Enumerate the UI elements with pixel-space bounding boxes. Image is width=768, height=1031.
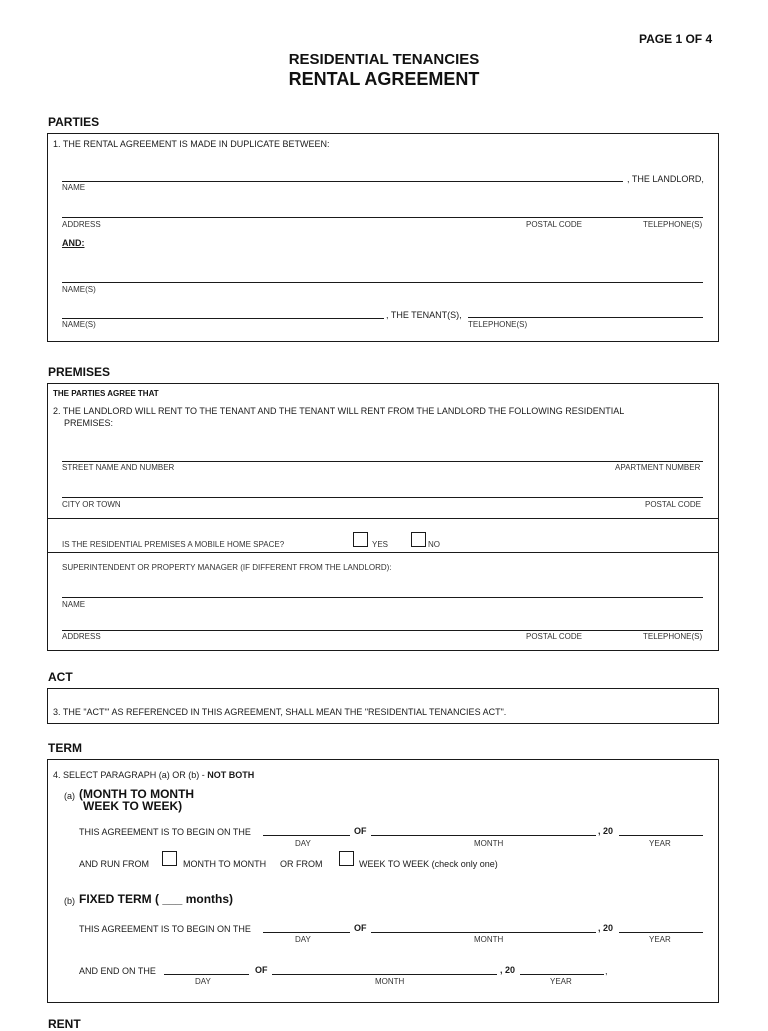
premises-clause-line1: 2. THE LANDLORD WILL RENT TO THE TENANT AND THE TENANT WILL RENT FROM THE LANDLORD THE FOLLOWING RESIDENTIAL: [53, 406, 625, 416]
b-twenty-label: , 20: [598, 923, 614, 933]
parties-heading: PARTIES: [48, 115, 100, 129]
the-tenants-label: , THE TENANT(S),: [386, 310, 462, 320]
a-begin-text: THIS AGREEMENT IS TO BEGIN ON THE: [79, 827, 251, 837]
month-to-month-label: MONTH TO MONTH: [183, 859, 267, 869]
b-of-label: OF: [354, 923, 367, 933]
a-begin-month-field[interactable]: [371, 835, 596, 836]
option-a-marker: (a): [64, 791, 75, 801]
the-landlord-label: , THE LANDLORD,: [627, 174, 704, 184]
term-clause: 4. SELECT PARAGRAPH (a) OR (b) - NOT BOTH: [53, 770, 255, 780]
parties-clause: 1. THE RENTAL AGREEMENT IS MADE IN DUPLICATE BETWEEN:: [53, 139, 330, 149]
tenant-names-label-2: NAME(S): [62, 320, 96, 329]
end-day-field[interactable]: [164, 974, 249, 975]
b-day-label: DAY: [295, 935, 311, 944]
city-field[interactable]: [62, 497, 703, 498]
mobile-home-question: IS THE RESIDENTIAL PREMISES A MOBILE HOME SPACE?: [62, 540, 285, 549]
parties-box: [47, 133, 719, 342]
or-from-label: OR FROM: [280, 859, 323, 869]
superintendent-postal-code-label: POSTAL CODE: [526, 632, 583, 641]
mobile-home-yes-label: YES: [372, 540, 389, 549]
parties-agree-label: THE PARTIES AGREE THAT: [53, 389, 159, 398]
b-begin-text: THIS AGREEMENT IS TO BEGIN ON THE: [79, 924, 251, 934]
superintendent-telephone-label: TELEPHONE(S): [643, 632, 703, 641]
premises-clause-line2: PREMISES:: [64, 418, 114, 428]
a-year-label: YEAR: [649, 839, 671, 848]
week-to-week-label: WEEK TO WEEK (check only one): [359, 859, 498, 869]
landlord-address-field[interactable]: [62, 217, 703, 218]
end-of-label: OF: [255, 965, 268, 975]
end-month-label: MONTH: [375, 977, 405, 986]
mobile-home-yes-checkbox[interactable]: [353, 532, 368, 547]
b-begin-year-field[interactable]: [619, 932, 703, 933]
tenant-telephone-field[interactable]: [468, 317, 703, 318]
act-box: [47, 688, 719, 724]
landlord-telephone-label: TELEPHONE(S): [643, 220, 703, 229]
rent-heading: RENT: [48, 1017, 81, 1031]
option-b-title: FIXED TERM ( ___ months): [79, 892, 234, 906]
end-text: AND END ON THE: [79, 966, 156, 976]
tenant-names-label-1: NAME(S): [62, 285, 96, 294]
option-a-title-line2: WEEK TO WEEK): [83, 799, 183, 813]
act-clause: 3. THE "ACT"' AS REFERENCED IN THIS AGREEMENT, SHALL MEAN THE "RESIDENTIAL TENANCIES ACT".: [53, 707, 507, 717]
tenant-names-field-2[interactable]: [62, 318, 384, 319]
a-of-label: OF: [354, 826, 367, 836]
premises-heading: PREMISES: [48, 365, 111, 379]
b-year-label: YEAR: [649, 935, 671, 944]
tenant-names-field-1[interactable]: [62, 282, 703, 283]
superintendent-address-label: ADDRESS: [62, 632, 101, 641]
a-day-label: DAY: [295, 839, 311, 848]
end-comma: ,: [605, 966, 608, 976]
premises-divider-1: [47, 518, 719, 519]
month-to-month-checkbox[interactable]: [162, 851, 177, 866]
end-year-label: YEAR: [550, 977, 572, 986]
superintendent-name-label: NAME: [62, 600, 86, 609]
and-label: AND:: [62, 238, 85, 248]
run-from-label: AND RUN FROM: [79, 859, 149, 869]
apartment-label: APARTMENT NUMBER: [615, 463, 701, 472]
b-begin-day-field[interactable]: [263, 932, 350, 933]
premises-divider-2: [47, 552, 719, 553]
street-field[interactable]: [62, 461, 703, 462]
mobile-home-no-checkbox[interactable]: [411, 532, 426, 547]
a-twenty-label: , 20: [598, 826, 614, 836]
superintendent-label: SUPERINTENDENT OR PROPERTY MANAGER (IF DIFFERENT FROM THE LANDLORD):: [62, 563, 392, 572]
a-begin-day-field[interactable]: [263, 835, 350, 836]
a-begin-year-field[interactable]: [619, 835, 703, 836]
superintendent-address-field[interactable]: [62, 630, 703, 631]
option-b-marker: (b): [64, 896, 75, 906]
document-title-line2: RENTAL AGREEMENT: [288, 69, 480, 89]
landlord-name-label: NAME: [62, 183, 86, 192]
term-heading: TERM: [48, 741, 82, 755]
page-number: PAGE 1 OF 4: [639, 32, 713, 46]
end-twenty-label: , 20: [500, 965, 516, 975]
a-month-label: MONTH: [474, 839, 504, 848]
mobile-home-no-label: NO: [428, 540, 440, 549]
landlord-postal-code-label: POSTAL CODE: [526, 220, 583, 229]
b-begin-month-field[interactable]: [371, 932, 596, 933]
tenant-telephone-label: TELEPHONE(S): [468, 320, 528, 329]
week-to-week-checkbox[interactable]: [339, 851, 354, 866]
superintendent-name-field[interactable]: [62, 597, 703, 598]
landlord-name-field[interactable]: [62, 181, 623, 182]
document-title-line1: RESIDENTIAL TENANCIES: [288, 51, 480, 68]
option-a-title-line1: (MONTH TO MONTH: [79, 787, 195, 801]
premises-box: [47, 383, 719, 651]
end-year-field[interactable]: [520, 974, 604, 975]
act-heading: ACT: [48, 670, 73, 684]
city-label: CITY OR TOWN: [62, 500, 121, 509]
landlord-address-label: ADDRESS: [62, 220, 101, 229]
end-day-label: DAY: [195, 977, 211, 986]
end-month-field[interactable]: [272, 974, 497, 975]
street-label: STREET NAME AND NUMBER: [62, 463, 175, 472]
premises-postal-code-label: POSTAL CODE: [645, 500, 702, 509]
b-month-label: MONTH: [474, 935, 504, 944]
